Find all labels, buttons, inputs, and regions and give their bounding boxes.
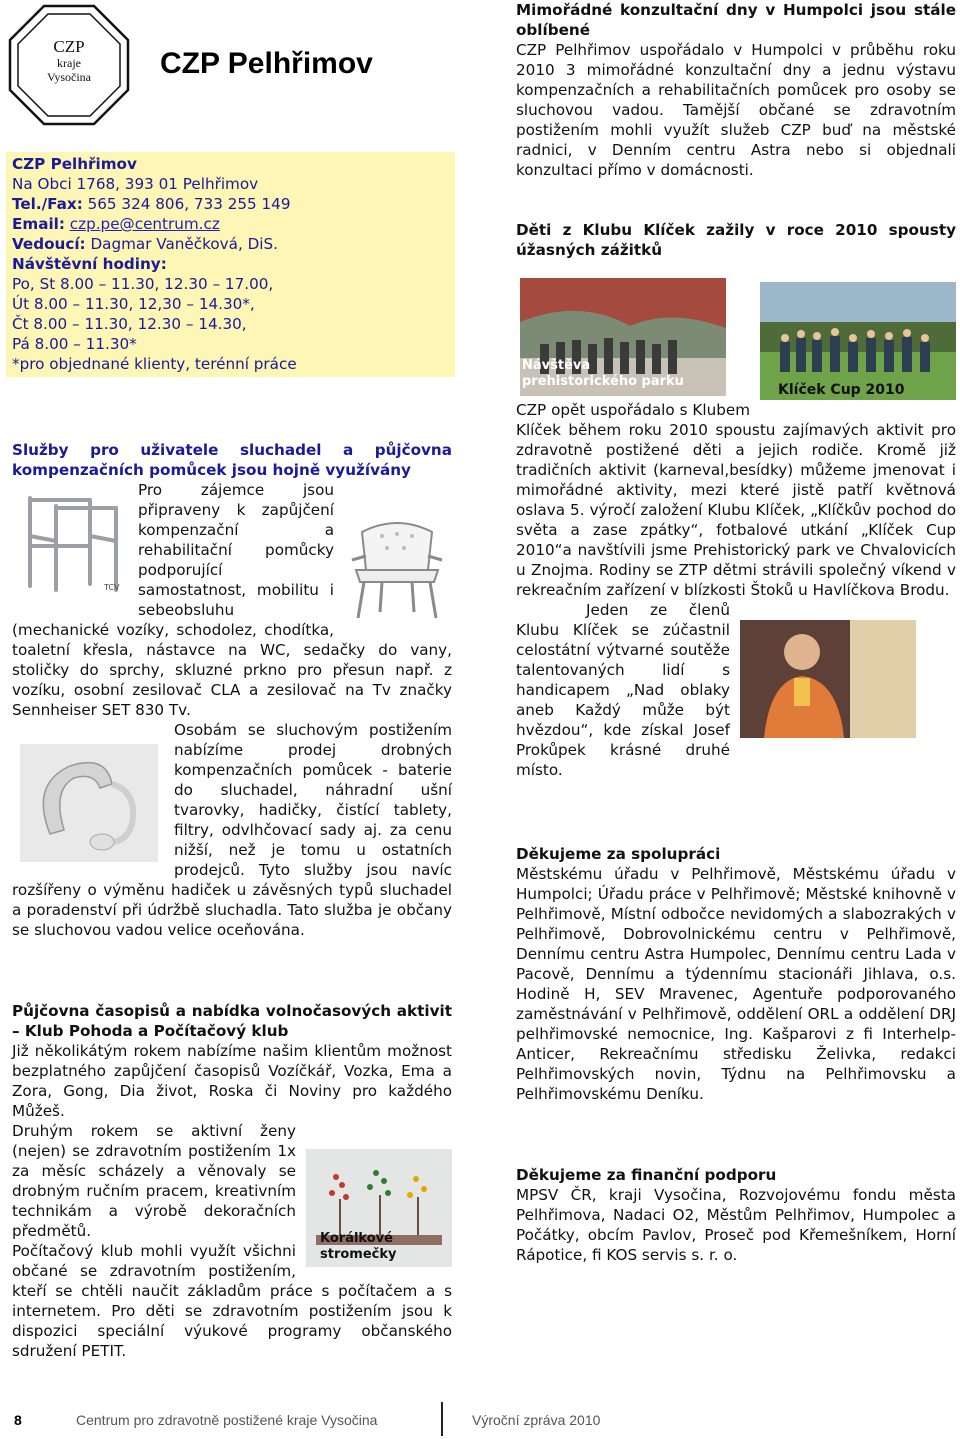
contact-box	[6, 152, 455, 377]
hours-line: Út 8.00 – 11.30, 12,30 – 14.30*,	[12, 295, 255, 313]
prehistoric-park-caption-1: Návštěva	[522, 358, 591, 373]
page-footer	[0, 1400, 960, 1439]
library-p2: Druhým rokem se aktivní ženy (nejen) se zdravotním postižením 1x za měsíc scházely a věnovaly se drobným ručním pracem, kreativním technikám a výrobě dekoračních předmětů.	[12, 1122, 296, 1240]
library-p3: Počítačový klub mohli využít všichni občané se zdravotním postižením, kteří se chtěli naučit základům práce s počítačem a s internetem. Pro děti se zdravotním postižením jsou k dispozici speciální výukové programy občanského sdružení PETIT.	[12, 1242, 452, 1360]
footer-divider	[441, 1402, 443, 1436]
head-value: Dagmar Vaněčková, DiS.	[85, 235, 278, 253]
klicek-p2: Jeden ze členů Klubu Klíček se zúčastnil celostátní výtvarné soutěže talentovaných lidí s handicapem „Nad oblaky aneb Každý může být hvězdou“, kde získal Josef Prokůpek krásné druhé místo.	[516, 601, 730, 779]
prehistoric-park-photo	[520, 278, 726, 396]
klicek-cup-caption: Klíček Cup 2010	[778, 382, 905, 398]
thanks-heading: Děkujeme za spolupráci	[516, 845, 721, 863]
prehistoric-park-caption-2: prehistorického parku	[522, 374, 684, 389]
email-label: Email:	[12, 215, 65, 233]
services-heading: Služby pro uživatele sluchadel a půjčovna kompenzačních pomůcek jsou hojně využívány	[12, 441, 452, 479]
phone-value: 565 324 806, 733 255 149	[82, 195, 291, 213]
consult-text: CZP Pelhřimov uspořádalo v Humpolci v průběhu roku 2010 3 mimořádné konzultační dny a jednu výstavu kompenzačních a rehabilitačních pomůcek pro osoby se sluchovou vadou. Tamější občané se zdravotním postižením mohli využít služeb CZP buď na městské radnici, v Denním centru Astra nebo si objednali konzultaci přímo v domácnosti.	[516, 41, 956, 179]
page-title: CZP Pelhřimov	[160, 47, 373, 80]
hours-note: *pro objednané klienty, terénní práce	[12, 355, 297, 373]
klicek-cup-photo	[760, 282, 956, 400]
thanks-text: Městskému úřadu v Pelhřimově, Městskému úřadu v Humpolci; Úřadu práce v Pelhřimově; Městské knihovně v Pelhřimově, Místní odbočce nevidomých a slabozrakých v Pelhřimově, Dobrovolnickému centru v Pelhřimově, Dennímu centru Astra Humpolec, Dennímu centru Lada v Pacově, Dennímu a týdennímu stacionáři Jihlava, o.s. Hodině H, SEV Mravenec, Agentuře podporovaného zaměstnávání v Pelhřimově, oddělení ORL a oddělení DRJ pelhřimovské nemocnice, Ing. Kašparovi z fi Interhelp-Anticer, Rekreačnímu středisku Želivka, redakci Pelhřimovských novin, Týdnu na Pelhřimovsku a Pelhřimovskému Deníku.	[516, 865, 956, 1103]
klicek-section	[516, 220, 956, 780]
hours-line: Pá 8.00 – 11.30*	[12, 335, 137, 353]
footer-report: Výroční zpráva 2010	[472, 1412, 601, 1428]
page-number: 8	[14, 1412, 22, 1428]
contact-name: CZP Pelhřimov	[12, 155, 137, 173]
walker-image	[12, 486, 130, 604]
email-link[interactable]: czp.pe@centrum.cz	[69, 215, 220, 233]
thanks-section	[516, 844, 956, 1104]
logo-line-3: Vysočina	[47, 70, 91, 84]
consult-heading: Mimořádné konzultační dny v Humpolci jsou stále oblíbené	[516, 1, 956, 39]
hearing-text: Osobám se sluchovým postižením nabízíme prodej drobných kompenzačních pomůcek - baterie do sluchadel, náhradní ušní tvarovky, hadičky, čistící tablety, filtry, odvlhčovací sady aj. za cenu nižší, než je tomu u ostatních prodejců. Tyto služby jsou navíc rozšířeny o výměnu hadiček u závěsných typů sluchadel a poradenství při údržbě sluchadla. Tato služba je občany se sluchovou vadou velice oceňována.	[12, 721, 452, 939]
klicek-heading: Děti z Klubu Klíček zažily v roce 2010 spousty úžasných zážitků	[516, 221, 956, 259]
logo-line-2: kraje	[57, 56, 81, 70]
services-section	[12, 440, 452, 720]
shower-chair-image	[342, 512, 452, 624]
funding-section	[516, 1165, 956, 1265]
hours-label: Návštěvní hodiny:	[12, 255, 167, 273]
library-heading: Půjčovna časopisů a nabídka volnočasových aktivit – Klub Pohoda a Počítačový klub	[12, 1002, 452, 1040]
svg-text:TCV: TCV	[104, 583, 120, 592]
logo-line-1: CZP	[53, 37, 85, 56]
funding-heading: Děkujeme za finanční podporu	[516, 1166, 777, 1184]
hearing-aid-image	[20, 744, 158, 862]
phone-label: Tel./Fax:	[12, 195, 83, 213]
josef-photo	[740, 620, 916, 738]
consult-section	[516, 0, 956, 180]
hours-line: Čt 8.00 – 11.30, 12.30 – 14.30,	[12, 315, 247, 333]
library-section	[12, 1001, 452, 1361]
services-text: Pro zájemce jsou připraveny k zapůjčení kompenzační a rehabilitační pomůcky podporující samostatnost, mobilitu i sebeobsluhu (mechanické vozíky, schodolez, chodítka, toaletní křesla, nástavce na WC, sedačky do vany, stoličky do sprchy, skluzné prkno pro přesun např. z vozíku, osobní zesilovač CLA a zesilovač na Tv značky Sennheiser SET 830 Tv.	[12, 481, 452, 719]
contact-address: Na Obci 1768, 393 01 Pelhřimov	[12, 175, 259, 193]
head-label: Vedoucí:	[12, 235, 86, 253]
library-p1: Již několikátým rokem nabízíme našim klientům možnost bezplatného zapůjčení časopisů Vozíčkář, Vozka, Ema a Zora, Gong, Dia život, Roska či Noviny pro každého Můžeš.	[12, 1042, 452, 1120]
beaded-trees-photo	[306, 1149, 452, 1267]
hearing-section	[12, 720, 452, 940]
klicek-p1: CZP opět uspořádalo s Klubem Klíček během roku 2010 spoustu zajímavých aktivit pro zdravotně postižené děti a jejich rodiče. Kromě již tradičních aktivit (karneval,besídky) můžeme jmenovat i mimořádné aktivity, mezi které jistě patří květnová oslava 5. výročí založení Klubu Klíček, „Klíčkův pochod do světa a zase zpátky“, fotbalové utkání „Klíček Cup 2010“a navštívili jsme Prehistorický park ve Chvalovicích u Znojma. Rodiny se ZTP dětmi strávili společný víkend v rekreačním zařízení v blízkosti Štoků u Havlíčkova Brodu.	[516, 401, 956, 599]
hours-line: Po, St 8.00 – 11.30, 12.30 – 17.00,	[12, 275, 274, 293]
funding-text: MPSV ČR, kraji Vysočina, Rozvojovému fondu města Pelhřimova, Nadaci O2, Městům Pelhřimov, Humpolec a Počátky, obcím Pavlov, Proseč pod Křemešníkem, Horní Rápotice, fi KOS servis s. r. o.	[516, 1186, 956, 1264]
czp-logo	[8, 4, 130, 126]
footer-org: Centrum pro zdravotně postižené kraje Vysočina	[76, 1412, 378, 1428]
beaded-trees-caption: Korálkové stromečky	[320, 1231, 397, 1262]
